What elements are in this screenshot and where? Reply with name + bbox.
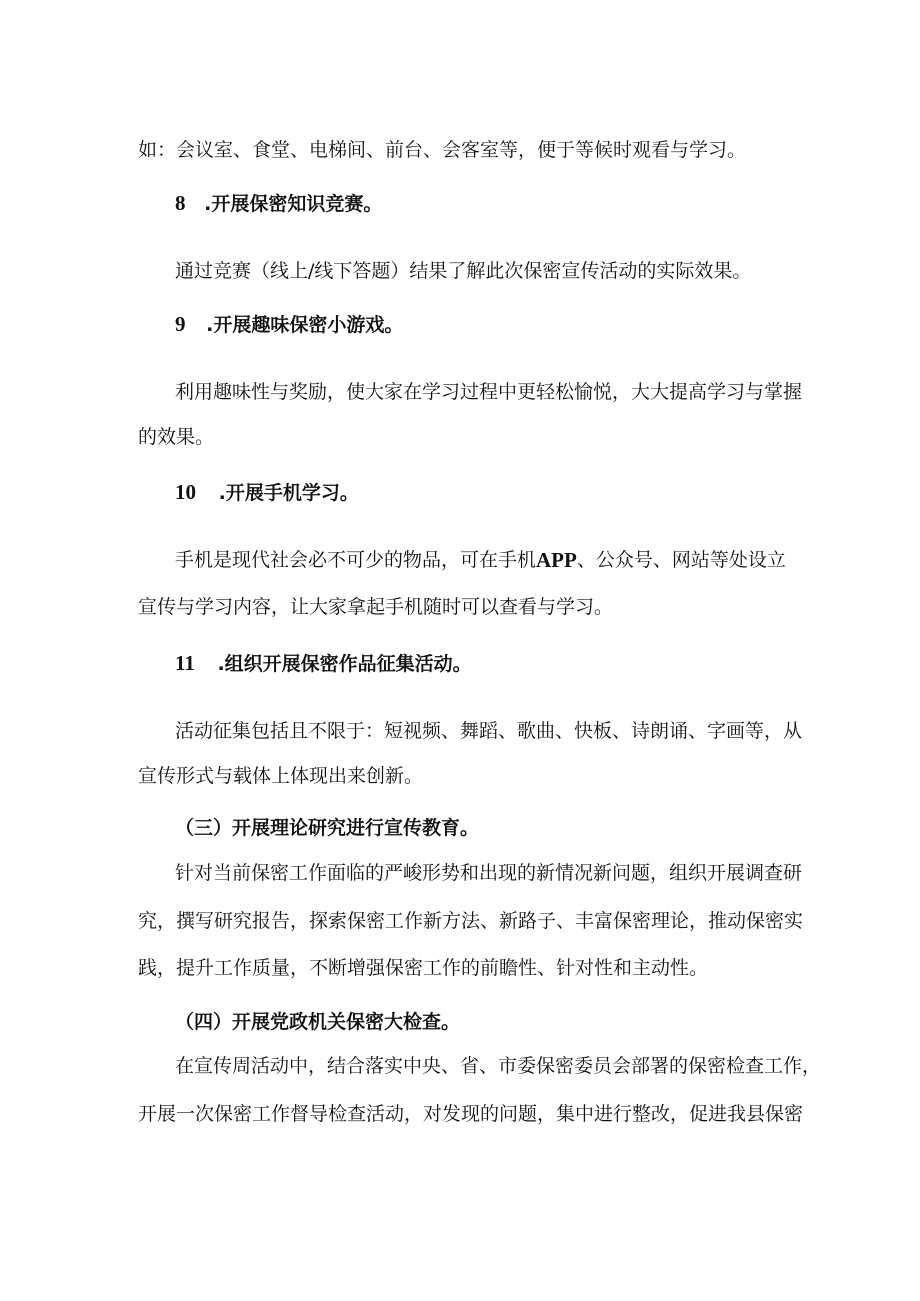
- paragraph-line: 活动征集包括且不限于：短视频、舞蹈、歌曲、快板、诗朗诵、字画等，从: [175, 720, 803, 742]
- heading-item-9: [175, 311, 403, 338]
- paragraph-line: [175, 547, 784, 573]
- paragraph-line: 践，提升工作质量，不断增强保密工作的前瞻性、针对性和主动性。: [138, 957, 709, 979]
- heading-text: .开展趣味保密小游戏。: [206, 314, 404, 336]
- paragraph-line: 宣传与学习内容，让大家拿起手机随时可以查看与学习。: [138, 596, 614, 618]
- paragraph-line: 如：会议室、食堂、电梯间、前台、会客室等，便于等候时观看与学习。: [138, 139, 747, 161]
- paragraph-line: 宣传形式与载体上体现出来创新。: [138, 765, 424, 787]
- section-heading-4: （四）开展党政机关保密大检查。: [175, 1011, 461, 1033]
- heading-item-10: [175, 479, 359, 506]
- paragraph-line: 通过竞赛（线上/线下答题）结果了解此次保密宣传活动的实际效果。: [175, 260, 752, 282]
- paragraph-line: 针对当前保密工作面临的严峻形势和出现的新情况新问题，组织开展调查研: [175, 862, 803, 884]
- heading-number: 8: [175, 191, 186, 215]
- paragraph-line: 利用趣味性与奖励，使大家在学习过程中更轻松愉悦，大大提高学习与掌握: [175, 381, 803, 403]
- heading-text: .开展手机学习。: [218, 482, 359, 504]
- paragraph-text: 手机是现代社会必不可少的物品，可在手机: [175, 549, 537, 571]
- heading-number: 9: [175, 312, 186, 336]
- heading-text: .组织开展保密作品征集活动。: [217, 653, 472, 675]
- app-label: APP: [536, 548, 577, 572]
- paragraph-text: 、公众号、网站等处设立: [576, 549, 786, 571]
- heading-text: .开展保密知识竞赛。: [204, 193, 383, 215]
- paragraph-line: 开展一次保密工作督导检查活动，对发现的问题，集中进行整改，促进我县保密: [138, 1103, 804, 1125]
- paragraph-line: 在宣传周活动中，结合落实中央、省、市委保密委员会部署的保密检查工作，: [175, 1055, 822, 1077]
- section-heading-3: （三）开展理论研究进行宣传教育。: [175, 817, 480, 839]
- paragraph-line: 究，撰写研究报告，探索保密工作新方法、新路子、丰富保密理论，推动保密实: [138, 910, 804, 932]
- heading-number: 11: [175, 651, 195, 675]
- paragraph-line: 的效果。: [138, 426, 215, 448]
- heading-item-8: [175, 190, 382, 217]
- heading-number: 10: [175, 480, 196, 504]
- heading-item-11: [175, 650, 472, 677]
